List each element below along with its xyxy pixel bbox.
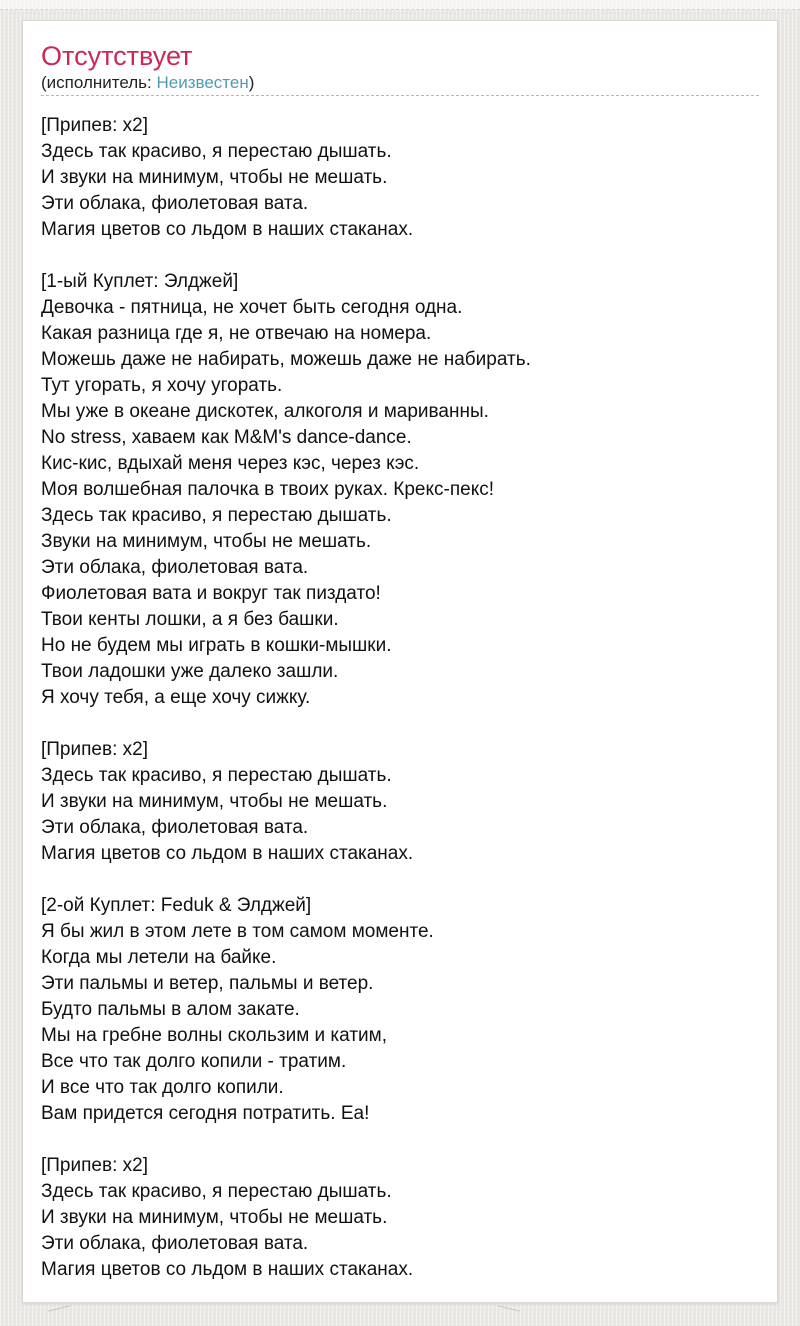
artist-line — [41, 73, 759, 93]
lyrics — [41, 113, 759, 1283]
artist-suffix: ) — [248, 73, 255, 92]
page-title: Отсутствует — [41, 41, 193, 71]
artist-link[interactable]: Неизвестен — [156, 73, 249, 92]
lyrics-stanza: [Припев: x2] Здесь так красиво, я перестаю дышать. И звуки на минимум, чтобы не мешать. Эти облака, фиолетовая вата. Магия цветов со льдом в наших стаканах. — [41, 1155, 414, 1280]
lyrics-stanza: [Припев: x2] Здесь так красиво, я перестаю дышать. И звуки на минимум, чтобы не мешать. Эти облака, фиолетовая вата. Магия цветов со льдом в наших стаканах. — [41, 115, 414, 240]
artist-label: (исполнитель: — [41, 73, 152, 92]
lyrics-stanza: [Припев: x2] Здесь так красиво, я перестаю дышать. И звуки на минимум, чтобы не мешать. Эти облака, фиолетовая вата. Магия цветов со льдом в наших стаканах. — [41, 739, 414, 864]
lyrics-stanza: [1-ый Куплет: Элджей] Девочка - пятница, не хочет быть сегодня одна. Какая разница где я, не отвечаю на номера. Можешь даже не набирать, можешь даже не набирать. Тут угорать, я хочу угорать. Мы уже в океане дискотек, алкоголя и мариванны. No stress, хаваем как M&M's dance-dance. Кис-кис, вдыхай меня через кэс, через кэс. Моя волшебная палочка в твоих руках. Крекс-пекс! Здесь так красиво, я перестаю дышать. Звуки на минимум, чтобы не мешать. Эти облака, фиолетовая вата. Фиолетовая вата и вокруг так пиздато! Твои кенты лошки, а я без башки. Но не будем мы играть в кошки-мышки. Твои ладошки уже далеко зашли. Я хочу тебя, а еще хочу сижку. — [41, 271, 531, 708]
lyrics-stanza: [2-ой Куплет: Feduk & Элджей] Я бы жил в этом лете в том самом моменте. Когда мы летели на байке. Эти пальмы и ветер, пальмы и ветер. Будто пальмы в алом закате. Мы на гребне волны скользим и катим, Все что так долго копили - тратим. И все что так долго копили. Вам придется сегодня потратить. Еа! — [41, 895, 434, 1124]
top-texture-strip — [0, 0, 800, 10]
fold-mark-left — [48, 1305, 70, 1311]
lyrics-card — [22, 20, 778, 1303]
dashed-separator — [41, 95, 759, 96]
fold-mark-right — [498, 1305, 520, 1311]
